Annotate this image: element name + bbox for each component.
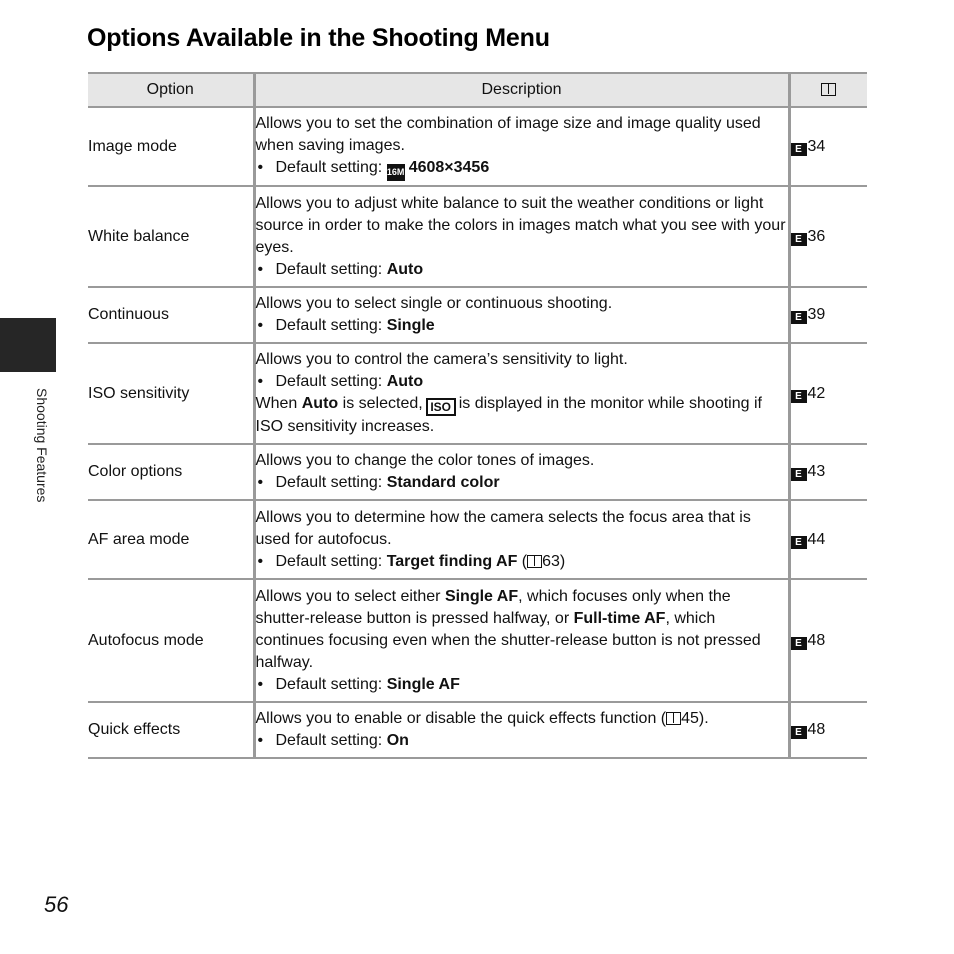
page-reference: 63 bbox=[542, 552, 560, 570]
default-label: Default setting: bbox=[275, 373, 383, 390]
default-setting: • Default setting: Target finding AF ( 63) bbox=[256, 551, 788, 573]
reference-page: 42 bbox=[807, 384, 826, 402]
book-icon bbox=[821, 83, 836, 96]
reference-cell bbox=[789, 579, 867, 702]
reference-cell bbox=[789, 107, 867, 186]
default-value: Target finding AF bbox=[386, 552, 518, 570]
option-description bbox=[254, 444, 789, 500]
header-option: Option bbox=[88, 73, 254, 107]
e-reference-icon: E bbox=[791, 536, 807, 549]
description-text: Allows you to select either Single AF, which focuses only when the shutter-release button is pressed halfway, or Full-time AF, which continues focusing even when the shutter-release button is not pressed halfway. bbox=[255, 587, 761, 671]
default-setting bbox=[256, 472, 788, 494]
reference-page: 48 bbox=[807, 631, 826, 649]
reference-cell bbox=[789, 343, 867, 444]
e-reference-icon: E bbox=[791, 233, 807, 246]
iso-icon: ISO bbox=[426, 398, 456, 416]
option-name: Continuous bbox=[88, 287, 254, 343]
table-row bbox=[88, 702, 867, 758]
option-description bbox=[254, 186, 789, 287]
default-label: Default setting: bbox=[275, 732, 383, 749]
reference-cell bbox=[789, 702, 867, 758]
table-row bbox=[88, 186, 867, 287]
default-label: Default setting: bbox=[275, 675, 383, 693]
shooting-menu-table bbox=[88, 72, 867, 759]
e-reference-icon: E bbox=[791, 311, 807, 324]
reference-cell bbox=[789, 444, 867, 500]
default-setting bbox=[256, 315, 788, 337]
table-row bbox=[88, 107, 867, 186]
option-name: Color options bbox=[88, 444, 254, 500]
section-label: Shooting Features bbox=[34, 388, 50, 503]
default-setting bbox=[256, 674, 788, 696]
reference-page: 48 bbox=[807, 721, 826, 738]
reference-cell bbox=[789, 186, 867, 287]
description-text: Allows you to control the camera’s sensitivity to light. bbox=[255, 351, 628, 368]
e-reference-icon: E bbox=[791, 143, 807, 156]
reference-page: 39 bbox=[807, 306, 826, 323]
option-description bbox=[254, 343, 789, 444]
reference-page: 43 bbox=[807, 463, 826, 480]
default-setting bbox=[256, 730, 788, 752]
e-reference-icon: E bbox=[791, 637, 807, 650]
default-value: Single bbox=[386, 317, 435, 334]
default-value: Standard color bbox=[386, 474, 500, 491]
option-name: AF area mode bbox=[88, 500, 254, 579]
default-label: Default setting: bbox=[275, 474, 383, 491]
default-value: Auto bbox=[386, 373, 424, 390]
description-text: Allows you to enable or disable the quick effects function ( 45). bbox=[255, 710, 709, 727]
description-text: Allows you to select single or continuous shooting. bbox=[255, 295, 613, 312]
reference-cell bbox=[789, 500, 867, 579]
option-description bbox=[254, 579, 789, 702]
option-name: Image mode bbox=[88, 107, 254, 186]
description-text: Allows you to set the combination of image size and image quality used when saving images. bbox=[255, 114, 761, 154]
reference-cell bbox=[789, 287, 867, 343]
table-row bbox=[88, 500, 867, 579]
e-reference-icon: E bbox=[791, 726, 807, 739]
page-title: Options Available in the Shooting Menu bbox=[87, 24, 550, 52]
page-number: 56 bbox=[44, 892, 69, 917]
option-description bbox=[254, 287, 789, 343]
description-text: Allows you to determine how the camera selects the focus area that is used for autofocus. bbox=[255, 508, 751, 548]
option-description bbox=[254, 500, 789, 579]
default-value: Auto bbox=[386, 260, 424, 278]
book-icon bbox=[527, 555, 542, 568]
page-reference: 45 bbox=[681, 710, 699, 727]
default-label: Default setting: bbox=[275, 552, 383, 570]
default-label: Default setting: bbox=[275, 260, 383, 278]
table-row bbox=[88, 444, 867, 500]
option-description bbox=[254, 107, 789, 186]
default-setting bbox=[256, 259, 788, 281]
reference-page: 34 bbox=[807, 137, 826, 155]
e-reference-icon: E bbox=[791, 390, 807, 403]
default-value: 4608×3456 bbox=[408, 158, 490, 176]
reference-page: 36 bbox=[807, 227, 826, 245]
image-size-16m-icon: 16M bbox=[387, 164, 405, 181]
table-row bbox=[88, 343, 867, 444]
table-header-row bbox=[88, 73, 867, 107]
iso-note: When Auto is selected, ISO is displayed in the monitor while shooting if ISO sensitivity increases. bbox=[255, 395, 762, 435]
e-reference-icon: E bbox=[791, 468, 807, 481]
option-name: Autofocus mode bbox=[88, 579, 254, 702]
description-text: Allows you to change the color tones of images. bbox=[255, 452, 595, 469]
default-setting bbox=[256, 157, 788, 181]
reference-page: 44 bbox=[807, 530, 826, 548]
default-label: Default setting: bbox=[275, 158, 383, 176]
option-name: White balance bbox=[88, 186, 254, 287]
table-row bbox=[88, 579, 867, 702]
table-row bbox=[88, 287, 867, 343]
default-value: Single AF bbox=[386, 675, 460, 693]
book-icon bbox=[666, 712, 681, 725]
default-value: On bbox=[386, 732, 409, 749]
option-name: Quick effects bbox=[88, 702, 254, 758]
header-description: Description bbox=[254, 73, 789, 107]
option-description bbox=[254, 702, 789, 758]
option-name: ISO sensitivity bbox=[88, 343, 254, 444]
section-tab bbox=[0, 318, 56, 372]
default-setting bbox=[256, 371, 788, 393]
description-text: Allows you to adjust white balance to suit the weather conditions or light source in order to make the colors in images match what you see with your eyes. bbox=[255, 194, 786, 256]
default-label: Default setting: bbox=[275, 317, 383, 334]
header-reference bbox=[789, 73, 867, 107]
